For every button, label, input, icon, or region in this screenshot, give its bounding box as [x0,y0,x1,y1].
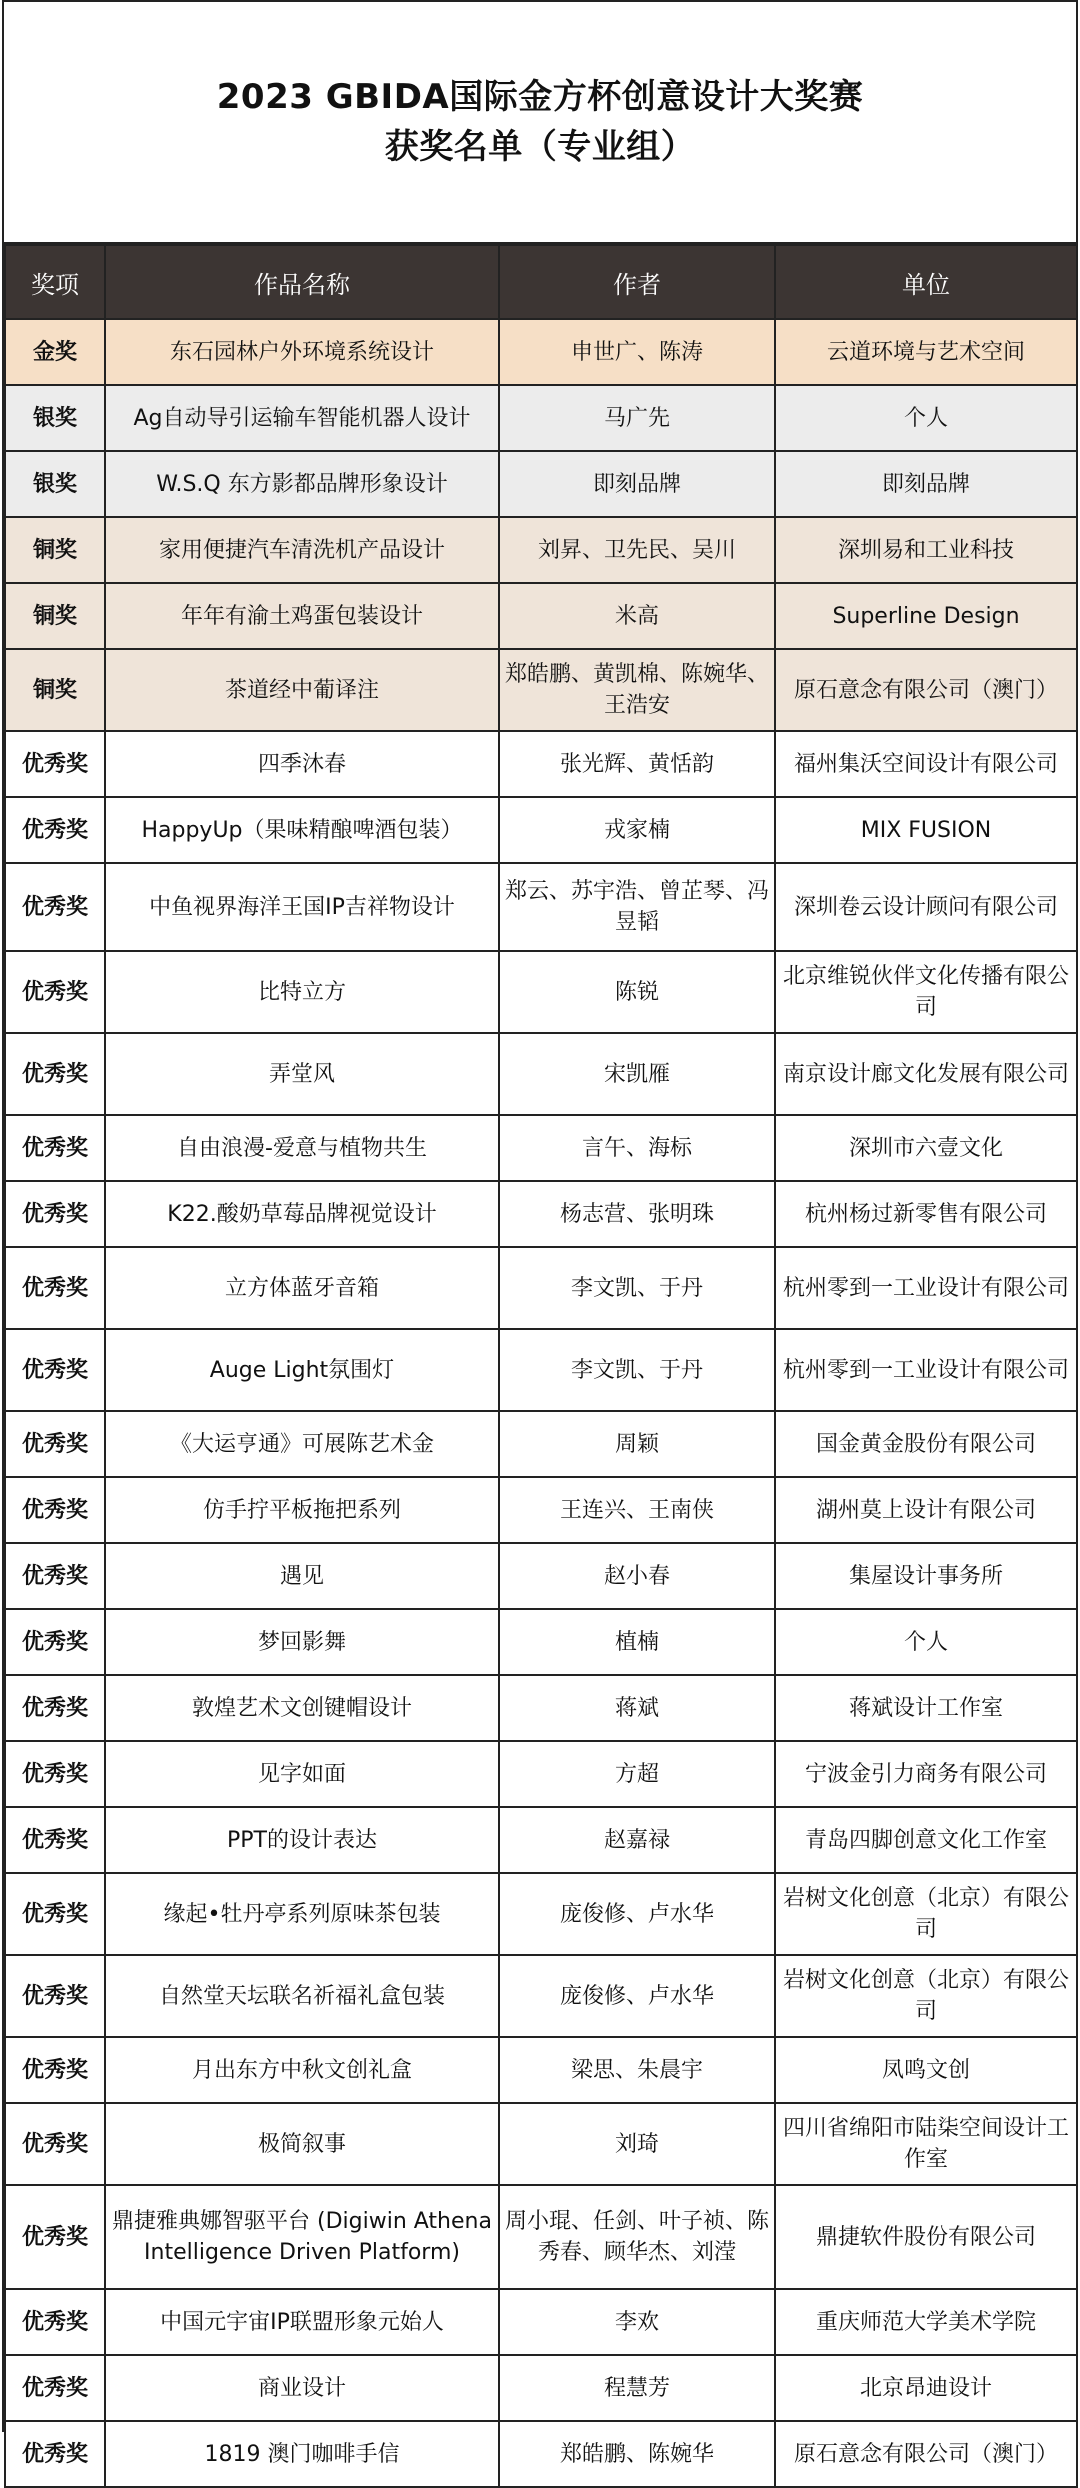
table-row [5,731,1077,797]
author-cell: 杨志营、张明珠 [499,1181,775,1247]
header-row [5,245,1077,319]
award-cell: 优秀奖 [5,1741,105,1807]
table-row [5,1033,1077,1115]
unit-cell: 个人 [775,1609,1077,1675]
work-cell: 年年有渝土鸡蛋包装设计 [105,583,499,649]
table-row [5,1609,1077,1675]
award-cell: 优秀奖 [5,2421,105,2487]
header-award: 奖项 [5,245,105,319]
table-row [5,2355,1077,2421]
table-row [5,951,1077,1033]
table-row [5,1329,1077,1411]
work-cell: Auge Light氛围灯 [105,1329,499,1411]
award-cell: 银奖 [5,451,105,517]
unit-cell: 杭州零到一工业设计有限公司 [775,1247,1077,1329]
award-cell: 优秀奖 [5,1477,105,1543]
work-cell: 家用便捷汽车清洗机产品设计 [105,517,499,583]
award-cell: 优秀奖 [5,1329,105,1411]
page-title: 2023 GBIDA国际金方杯创意设计大奖赛 [216,77,864,117]
author-cell: 李文凯、于丹 [499,1329,775,1411]
award-cell: 优秀奖 [5,1247,105,1329]
award-cell: 优秀奖 [5,1955,105,2037]
award-cell: 优秀奖 [5,2185,105,2289]
table-row [5,451,1077,517]
unit-cell: 湖州莫上设计有限公司 [775,1477,1077,1543]
award-cell: 优秀奖 [5,797,105,863]
award-cell: 优秀奖 [5,951,105,1033]
work-cell: 梦回影舞 [105,1609,499,1675]
table-row [5,2289,1077,2355]
award-cell: 优秀奖 [5,1033,105,1115]
author-cell: 戎家楠 [499,797,775,863]
unit-cell: 南京设计廊文化发展有限公司 [775,1033,1077,1115]
award-cell: 优秀奖 [5,731,105,797]
table-row [5,517,1077,583]
author-cell: 赵嘉禄 [499,1807,775,1873]
unit-cell: 杭州零到一工业设计有限公司 [775,1329,1077,1411]
author-cell: 周小琨、任剑、叶子祯、陈秀春、顾华杰、刘滢 [499,2185,775,2289]
work-cell: 中鱼视界海洋王国IP吉祥物设计 [105,863,499,951]
award-cell: 铜奖 [5,517,105,583]
work-cell: 四季沐春 [105,731,499,797]
work-cell: 东石园林户外环境系统设计 [105,319,499,385]
award-cell: 优秀奖 [5,1411,105,1477]
work-cell: K22.酸奶草莓品牌视觉设计 [105,1181,499,1247]
unit-cell: 岩树文化创意（北京）有限公司 [775,1955,1077,2037]
award-cell: 优秀奖 [5,1115,105,1181]
author-cell: 植楠 [499,1609,775,1675]
award-cell: 优秀奖 [5,2289,105,2355]
work-cell: 鼎捷雅典娜智驱平台 (Digiwin Athena Intelligence Driven Platform) [105,2185,499,2289]
unit-cell: 凤鸣文创 [775,2037,1077,2103]
work-cell: 《大运亨通》可展陈艺术金 [105,1411,499,1477]
unit-cell: 国金黄金股份有限公司 [775,1411,1077,1477]
work-cell: 茶道经中葡译注 [105,649,499,731]
work-cell: 缘起•牡丹亭系列原味茶包装 [105,1873,499,1955]
work-cell: 立方体蓝牙音箱 [105,1247,499,1329]
award-cell: 银奖 [5,385,105,451]
table-row [5,2421,1077,2487]
work-cell: 仿手拧平板拖把系列 [105,1477,499,1543]
work-cell: 中国元宇宙IP联盟形象元始人 [105,2289,499,2355]
work-cell: 弄堂风 [105,1033,499,1115]
table-row [5,863,1077,951]
table-row [5,385,1077,451]
author-cell: 庞俊修、卢水华 [499,1873,775,1955]
header-unit: 单位 [775,245,1077,319]
work-cell: Ag自动导引运输车智能机器人设计 [105,385,499,451]
author-cell: 赵小春 [499,1543,775,1609]
work-cell: 极简叙事 [105,2103,499,2185]
unit-cell: 北京昂迪设计 [775,2355,1077,2421]
work-cell: 自由浪漫-爱意与植物共生 [105,1115,499,1181]
award-cell: 铜奖 [5,649,105,731]
author-cell: 蒋斌 [499,1675,775,1741]
author-cell: 郑皓鹏、陈婉华 [499,2421,775,2487]
table-row [5,2185,1077,2289]
unit-cell: MIX FUSION [775,797,1077,863]
table-row [5,1807,1077,1873]
author-cell: 庞俊修、卢水华 [499,1955,775,2037]
title-block [4,2,1076,244]
author-cell: 周颖 [499,1411,775,1477]
author-cell: 言午、海标 [499,1115,775,1181]
unit-cell: 重庆师范大学美术学院 [775,2289,1077,2355]
work-cell: 商业设计 [105,2355,499,2421]
table-row [5,1741,1077,1807]
table-row [5,1543,1077,1609]
award-cell: 铜奖 [5,583,105,649]
author-cell: 程慧芳 [499,2355,775,2421]
table-row [5,1247,1077,1329]
author-cell: 即刻品牌 [499,451,775,517]
table-body [5,319,1077,2487]
author-cell: 王连兴、王南侠 [499,1477,775,1543]
table-row [5,1181,1077,1247]
header-work: 作品名称 [105,245,499,319]
author-cell: 宋凯雁 [499,1033,775,1115]
table-row [5,797,1077,863]
award-cell: 优秀奖 [5,863,105,951]
unit-cell: 宁波金引力商务有限公司 [775,1741,1077,1807]
author-cell: 陈锐 [499,951,775,1033]
unit-cell: 深圳易和工业科技 [775,517,1077,583]
award-list-sheet [2,0,1078,2467]
award-cell: 优秀奖 [5,1543,105,1609]
author-cell: 方超 [499,1741,775,1807]
work-cell: 月出东方中秋文创礼盒 [105,2037,499,2103]
award-cell: 优秀奖 [5,1873,105,1955]
unit-cell: 青岛四脚创意文化工作室 [775,1807,1077,1873]
unit-cell: 岩树文化创意（北京）有限公司 [775,1873,1077,1955]
author-cell: 郑皓鹏、黄凯棉、陈婉华、王浩安 [499,649,775,731]
award-cell: 优秀奖 [5,2355,105,2421]
table-row [5,2037,1077,2103]
award-cell: 优秀奖 [5,2103,105,2185]
unit-cell: 四川省绵阳市陆柒空间设计工作室 [775,2103,1077,2185]
unit-cell: 集屋设计事务所 [775,1543,1077,1609]
work-cell: 自然堂天坛联名祈福礼盒包装 [105,1955,499,2037]
table-row [5,1115,1077,1181]
award-cell: 金奖 [5,319,105,385]
author-cell: 郑云、苏宇浩、曾芷琴、冯昱韬 [499,863,775,951]
table-row [5,583,1077,649]
author-cell: 刘琦 [499,2103,775,2185]
unit-cell: 即刻品牌 [775,451,1077,517]
author-cell: 张光辉、黄恬韵 [499,731,775,797]
page-subtitle: 获奖名单（专业组） [384,127,696,167]
work-cell: HappyUp（果味精酿啤酒包装） [105,797,499,863]
unit-cell: 北京维锐伙伴文化传播有限公司 [775,951,1077,1033]
unit-cell: 福州集沃空间设计有限公司 [775,731,1077,797]
work-cell: 比特立方 [105,951,499,1033]
author-cell: 李欢 [499,2289,775,2355]
work-cell: 敦煌艺术文创键帽设计 [105,1675,499,1741]
author-cell: 李文凯、于丹 [499,1247,775,1329]
work-cell: 1819 澳门咖啡手信 [105,2421,499,2487]
author-cell: 米高 [499,583,775,649]
work-cell: 见字如面 [105,1741,499,1807]
award-cell: 优秀奖 [5,1807,105,1873]
unit-cell: 个人 [775,385,1077,451]
unit-cell: 蒋斌设计工作室 [775,1675,1077,1741]
author-cell: 刘昇、卫先民、吴川 [499,517,775,583]
unit-cell: Superline Design [775,583,1077,649]
unit-cell: 深圳市六壹文化 [775,1115,1077,1181]
author-cell: 申世广、陈涛 [499,319,775,385]
work-cell: PPT的设计表达 [105,1807,499,1873]
unit-cell: 云道环境与艺术空间 [775,319,1077,385]
work-cell: W.S.Q 东方影都品牌形象设计 [105,451,499,517]
author-cell: 马广先 [499,385,775,451]
author-cell: 梁思、朱晨宇 [499,2037,775,2103]
unit-cell: 原石意念有限公司（澳门） [775,2421,1077,2487]
unit-cell: 原石意念有限公司（澳门） [775,649,1077,731]
award-cell: 优秀奖 [5,2037,105,2103]
award-cell: 优秀奖 [5,1609,105,1675]
table-row [5,649,1077,731]
table-row [5,1873,1077,1955]
table-row [5,319,1077,385]
table-row [5,1955,1077,2037]
table-row [5,1675,1077,1741]
table-row [5,2103,1077,2185]
award-cell: 优秀奖 [5,1675,105,1741]
unit-cell: 鼎捷软件股份有限公司 [775,2185,1077,2289]
table-row [5,1477,1077,1543]
winners-table [4,244,1078,2488]
table-row [5,1411,1077,1477]
work-cell: 遇见 [105,1543,499,1609]
unit-cell: 深圳卷云设计顾问有限公司 [775,863,1077,951]
header-author: 作者 [499,245,775,319]
award-cell: 优秀奖 [5,1181,105,1247]
unit-cell: 杭州杨过新零售有限公司 [775,1181,1077,1247]
